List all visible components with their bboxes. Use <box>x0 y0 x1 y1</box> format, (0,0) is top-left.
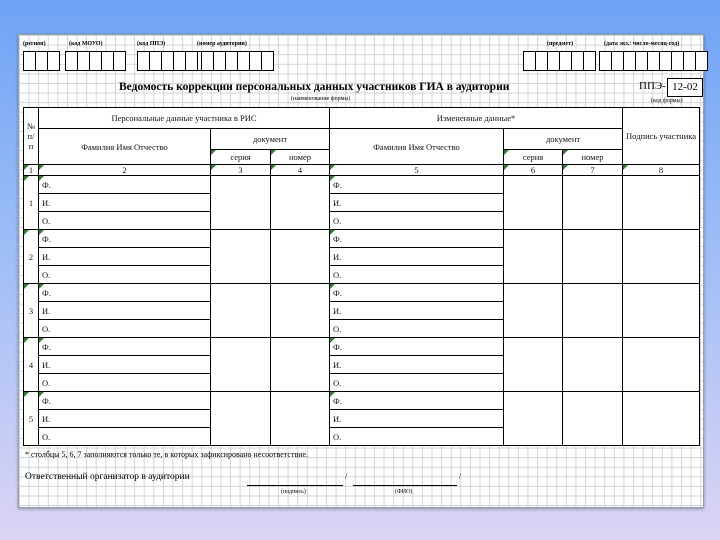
form-code-caption: (код формы) <box>651 98 683 104</box>
number-cell-left[interactable] <box>271 338 330 392</box>
series-cell-left[interactable] <box>211 230 271 284</box>
col-number-3: 3 <box>211 165 271 176</box>
fio-cell-right[interactable]: О. <box>330 266 504 284</box>
row-number: 1 <box>24 176 39 230</box>
col-number-2: 2 <box>39 165 211 176</box>
col-number-7: 7 <box>563 165 623 176</box>
fio-cell-left[interactable]: И. <box>39 410 211 428</box>
fio-cell-left[interactable]: Ф. <box>39 230 211 248</box>
row-number: 3 <box>24 284 39 338</box>
fio-cell-left[interactable]: О. <box>39 320 211 338</box>
fio-cell-right[interactable]: И. <box>330 410 504 428</box>
number-cell-right[interactable] <box>563 176 623 230</box>
form-code-prefix: ППЭ- <box>639 80 666 92</box>
fio-header-left: Фамилия Имя Отчество <box>39 129 211 165</box>
number-header-left: номер <box>271 150 330 165</box>
fio-cell-right[interactable]: О. <box>330 212 504 230</box>
auditorium-caption: (номер аудитории) <box>197 41 247 47</box>
series-cell-left[interactable] <box>211 284 271 338</box>
fio-cell-left[interactable]: О. <box>39 212 211 230</box>
document-header-right: документ <box>504 129 623 150</box>
number-header-right: номер <box>563 150 623 165</box>
signature-cell[interactable] <box>623 230 700 284</box>
ppe-caption: (код ППЭ) <box>137 41 166 47</box>
fio-cell-right[interactable]: Ф. <box>330 176 504 194</box>
column-number-row <box>24 165 700 176</box>
number-cell-left[interactable] <box>271 230 330 284</box>
fio-cell-left[interactable]: Ф. <box>39 176 211 194</box>
signature-caption: (подпись) <box>281 489 306 495</box>
table-row <box>24 392 700 410</box>
fio-cell-left[interactable]: О. <box>39 428 211 446</box>
fio-header-right: Фамилия Имя Отчество <box>330 129 504 165</box>
moio-boxes[interactable] <box>65 51 126 69</box>
row-number: 5 <box>24 392 39 446</box>
number-cell-left[interactable] <box>271 284 330 338</box>
series-cell-right[interactable] <box>504 284 563 338</box>
region-caption: (регион) <box>23 41 46 47</box>
fio-cell-left[interactable]: Ф. <box>39 338 211 356</box>
series-cell-left[interactable] <box>211 176 271 230</box>
fio-cell-left[interactable]: И. <box>39 356 211 374</box>
changed-data-header: Измененные данные* <box>330 108 623 129</box>
series-cell-right[interactable] <box>504 230 563 284</box>
fio-cell-right[interactable]: Ф. <box>330 284 504 302</box>
table-row <box>24 176 700 194</box>
moio-caption: (код МОУО) <box>69 41 103 47</box>
fio-cell-right[interactable]: И. <box>330 356 504 374</box>
table-row <box>24 230 700 248</box>
ppe-boxes[interactable] <box>137 51 210 69</box>
series-header-right: серия <box>504 150 563 165</box>
slash-1: / <box>345 472 348 481</box>
date-boxes[interactable] <box>599 51 708 69</box>
col-number-8: 8 <box>623 165 700 176</box>
signature-cell[interactable] <box>623 284 700 338</box>
fio-cell-right[interactable]: Ф. <box>330 230 504 248</box>
number-cell-right[interactable] <box>563 392 623 446</box>
series-cell-right[interactable] <box>504 392 563 446</box>
row-number: 4 <box>24 338 39 392</box>
form-sheet <box>18 34 704 508</box>
number-cell-left[interactable] <box>271 392 330 446</box>
table-row <box>24 284 700 302</box>
fio-cell-left[interactable]: О. <box>39 266 211 284</box>
personal-data-header: Персональные данные участника в РИС <box>39 108 330 129</box>
fio-cell-right[interactable]: И. <box>330 248 504 266</box>
responsible-label: Ответственный организатор в аудитории <box>25 472 190 482</box>
signature-header: Подпись участника <box>623 108 700 165</box>
subject-boxes[interactable] <box>523 51 596 69</box>
fio-cell-right[interactable]: И. <box>330 194 504 212</box>
correction-table <box>23 107 700 446</box>
col-num-header: № п/ п <box>24 108 39 165</box>
fio-cell-right[interactable]: О. <box>330 320 504 338</box>
form-code-box: 12-02 <box>667 78 703 97</box>
footnote: * столбцы 5, 6, 7 заполняются только те, в которых зафиксировано несоответствие. <box>25 450 309 459</box>
signature-cell[interactable] <box>623 338 700 392</box>
series-cell-right[interactable] <box>504 338 563 392</box>
number-cell-right[interactable] <box>563 230 623 284</box>
fio-cell-left[interactable]: И. <box>39 302 211 320</box>
fio-cell-right[interactable]: Ф. <box>330 392 504 410</box>
number-cell-right[interactable] <box>563 284 623 338</box>
date-caption: (дата экз.: число-месяц-год) <box>604 41 680 47</box>
number-cell-left[interactable] <box>271 176 330 230</box>
region-boxes[interactable] <box>23 51 60 69</box>
fio-cell-left[interactable]: И. <box>39 194 211 212</box>
series-cell-left[interactable] <box>211 338 271 392</box>
signature-line[interactable] <box>247 485 343 486</box>
row-number: 2 <box>24 230 39 284</box>
fio-cell-right[interactable]: О. <box>330 428 504 446</box>
fio-cell-left[interactable]: Ф. <box>39 284 211 302</box>
fio-cell-left[interactable]: О. <box>39 374 211 392</box>
form-title: Ведомость коррекции персональных данных участников ГИА в аудитории <box>119 81 510 93</box>
fio-cell-right[interactable]: Ф. <box>330 338 504 356</box>
document-header-left: документ <box>211 129 330 150</box>
series-cell-left[interactable] <box>211 392 271 446</box>
fio-line[interactable] <box>353 485 457 486</box>
col-number-4: 4 <box>271 165 330 176</box>
slash-2: / <box>459 472 462 481</box>
series-cell-right[interactable] <box>504 176 563 230</box>
series-header-left: серия <box>211 150 271 165</box>
form-name-caption: (наименование формы) <box>291 96 351 102</box>
auditorium-boxes[interactable] <box>201 51 274 69</box>
table-row <box>24 338 700 356</box>
signature-cell[interactable] <box>623 392 700 446</box>
signature-cell[interactable] <box>623 176 700 230</box>
number-cell-right[interactable] <box>563 338 623 392</box>
subject-caption: (предмет) <box>547 41 574 47</box>
col-number-5: 5 <box>330 165 504 176</box>
fio-caption: (ФИО) <box>395 489 413 495</box>
col-number-1: 1 <box>24 165 39 176</box>
fio-cell-right[interactable]: О. <box>330 374 504 392</box>
col-number-6: 6 <box>504 165 563 176</box>
fio-cell-right[interactable]: И. <box>330 302 504 320</box>
fio-cell-left[interactable]: И. <box>39 248 211 266</box>
fio-cell-left[interactable]: Ф. <box>39 392 211 410</box>
